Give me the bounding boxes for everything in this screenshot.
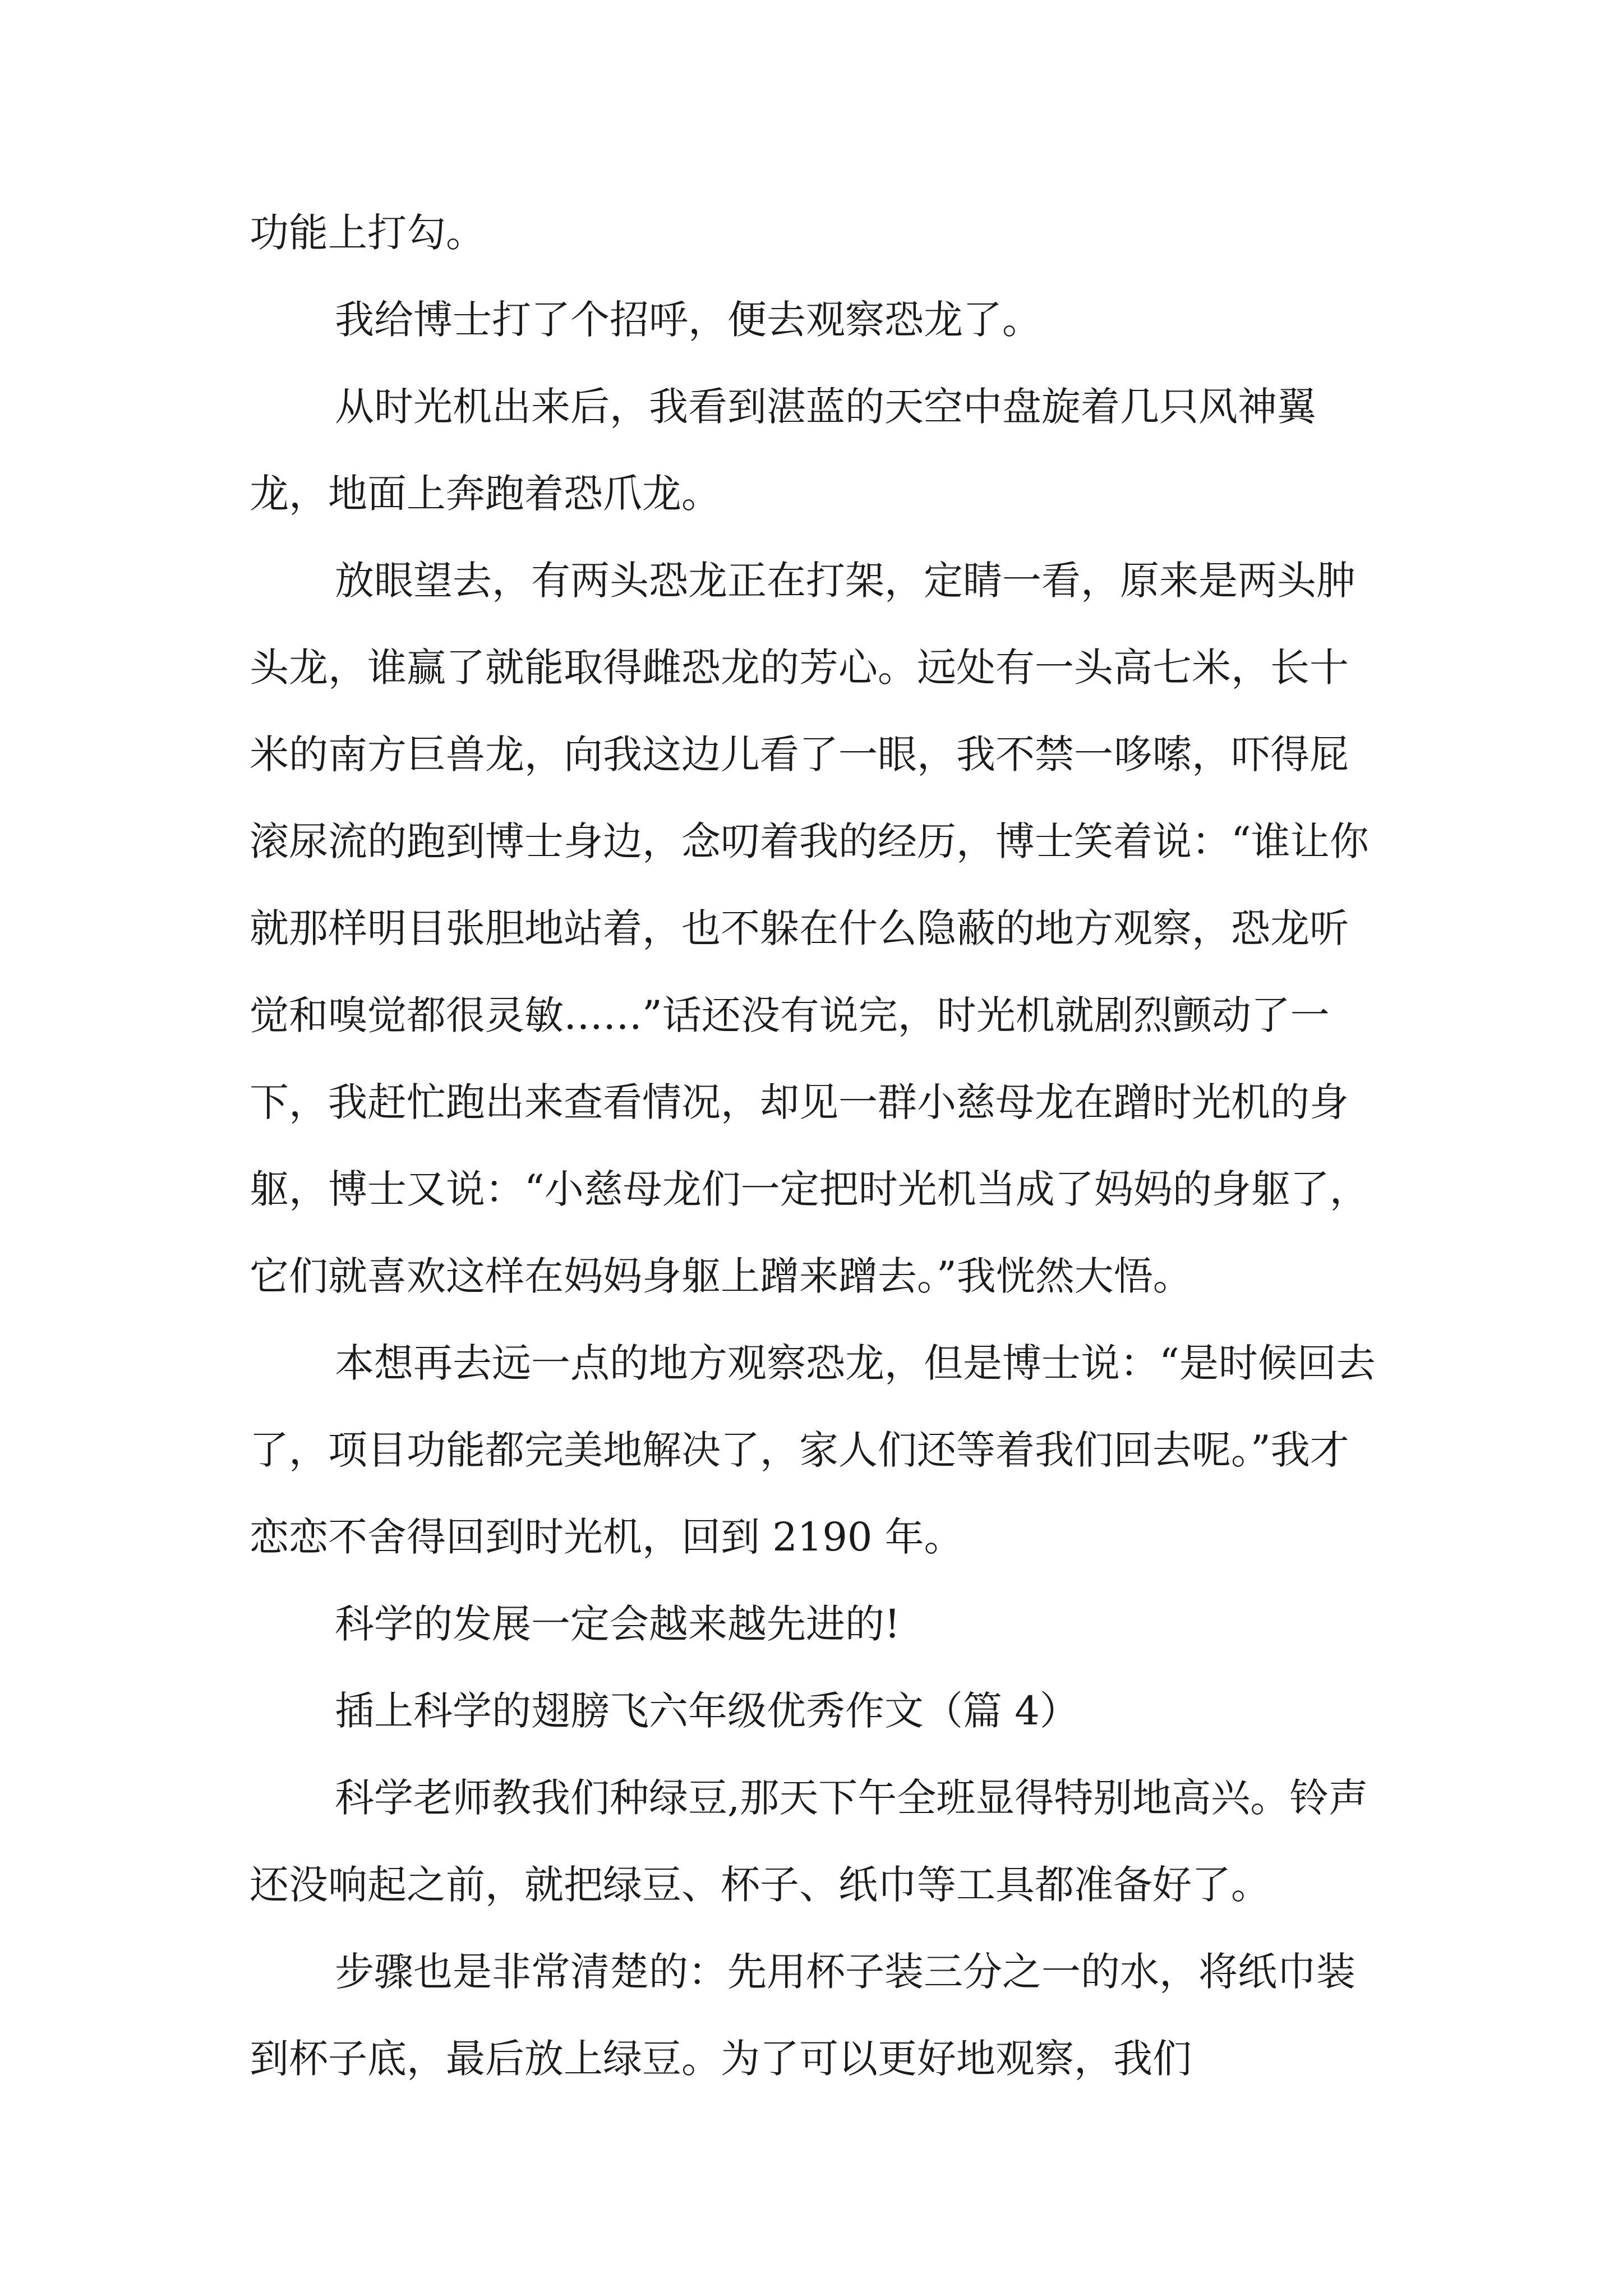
- paragraph-1: 功能上打勾。: [250, 210, 485, 256]
- paragraph-2: 我给博士打了个招呼，便去观察恐龙了。: [335, 297, 1041, 343]
- paragraph-8: 步骤也是非常清楚的：先用杯子装三分之一的水，将纸巾装到杯子底，最后放上绿豆。为了可以更好地观察，我们: [250, 1949, 1355, 2082]
- section-heading: 插上科学的翅膀飞六年级优秀作文（篇 4）: [335, 1688, 1079, 1734]
- paragraph-5: 本想再去远一点的地方观察恐龙，但是博士说：“是时候回去了，项目功能都完美地解决了，家人们还等着我们回去呢。”我才恋恋不舍得回到时光机，回到 2190 年。: [250, 1340, 1376, 1560]
- body-text: [250, 190, 1382, 2102]
- paragraph-6: 科学的发展一定会越来越先进的!: [335, 1601, 901, 1647]
- paragraph-3: 从时光机出来后，我看到湛蓝的天空中盘旋着几只风神翼龙，地面上奔跑着恐爪龙。: [250, 384, 1316, 517]
- paragraph-7: 科学老师教我们种绿豆,那天下午全班显得特别地高兴。铃声还没响起之前，就把绿豆、杯子、纸巾等工具都准备好了。: [250, 1775, 1368, 1908]
- paragraph-4: 放眼望去，有两头恐龙正在打架，定睛一看，原来是两头肿头龙，谁赢了就能取得雌恐龙的芳心。远处有一头高七米，长十米的南方巨兽龙，向我这边儿看了一眼，我不禁一哆嗦，吓得屁滚尿流的跑到博士身边，念叨着我的经历，博士笑着说：“谁让你就那样明目张胆地站着，也不躲在什么隐蔽的地方观察，恐龙听觉和嗅觉都很灵敏……”话还没有说完，时光机就剧烈颤动了一下，我赶忙跑出来查看情况，却见一群小慈母龙在蹭时光机的身躯，博士又说：“小慈母龙们一定把时光机当成了妈妈的身躯了，它们就喜欢这样在妈妈身躯上蹭来蹭去。”我恍然大悟。: [250, 558, 1369, 1299]
